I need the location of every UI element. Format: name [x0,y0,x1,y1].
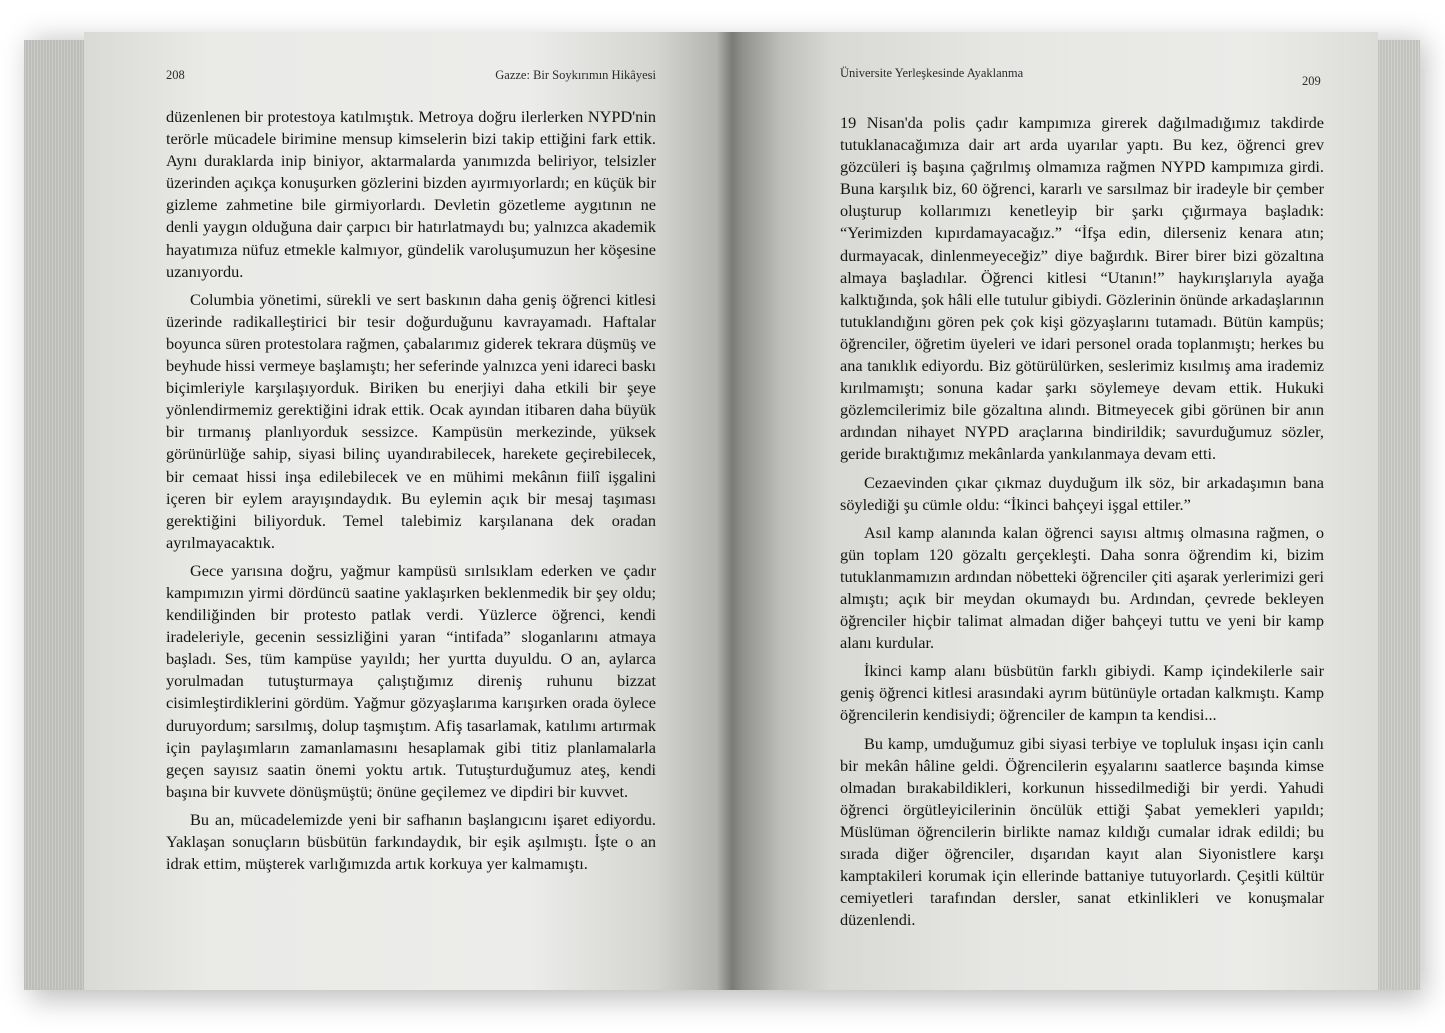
right-paragraph-2: Cezaevinden çıkar çıkmaz duyduğum ilk söz, bir arkadaşımın bana söylediği şu cümle oldu: “İkinci bahçeyi işgal ettiler.” [840,472,1324,514]
left-running-head: Gazze: Bir Soykırımın Hikâyesi [495,68,656,82]
left-paragraph-2: Columbia yönetimi, sürekli ve sert baskının daha geniş öğrenci kitlesi üzerinde radikalleştirici bir tesir doğurduğunu kavrayamadı. Haftalar boyunca süren protestolara rağmen, çabalarımız giderek tekrara düşmüş ve beyhude hissi vermeye başlamıştı; her seferinde yalnızca yeni idareci baskı biçimleriyle karşılaşıyorduk. Biriken bu enerjiyi daha etkili bir şeye yönlendirmemiz gerektiğini idrak ettik. Ocak ayından itibaren daha büyük bir tırmanış planlıyorduk sessizce. Kampüsün merkezinde, yüksek görünürlüğe sahip, siyasi bilinç uyandırabilecek, harekete geçirebilecek, bir cemaat hissi inşa edilebilecek ve en mühimi mekânın fiilî işgalini içeren bir eylem arayışındaydık. Bu eylemin açık bir mesaj taşıması gerektiğini biliyorduk. Temel talebimiz karşılanana dek oradan ayrılmayacaktık. [166,289,656,552]
right-paragraph-3: Asıl kamp alanında kalan öğrenci sayısı altmış olmasına rağmen, o gün toplam 120 gözaltı gerçekleşti. Daha sonra öğrendim ki, bizim tutuklanmamızın ardından nöbetteki öğrenciler çiti aşarak yerlerimizi geri almıştı; açık bir meydan okumaydı bu. Ardından, çevrede bekleyen öğrenciler hiçbir talimat almadan diğer bahçeyi tuttu ve yeni bir kamp alanı kurdular. [840,522,1324,653]
left-page-text [166,106,656,881]
right-page-number: 209 [1302,74,1321,88]
left-page-number: 208 [166,68,185,82]
right-paragraph-4: İkinci kamp alanı büsbütün farklı gibiydi. Kamp içindekilerle sair geniş öğrenci kitlesi arasındaki ayrım bütünüyle ortadan kalkmıştı. Kamp öğrencilerin kendisiydi; öğrenciler de kampın ta kendisi... [840,661,1324,725]
left-paragraph-3: Gece yarısına doğru, yağmur kampüsü sırılsıklam ederken ve çadır kampımızın yirmi dördüncü saatine yaklaşırken beklenmedik bir şey oldu; kendiliğinden bir protesto patlak verdi. Yüzlerce öğrenci, kendi iradeleriyle, gecenin sessizliğini yaran “intifada” sloganlarını atmaya başladı. Ses, tüm kampüse yayıldı; her yurtta duyuldu. O an, aylarca yorulmadan tutuşturmaya çalıştığımız direniş ruhunu bizzat cisimleştirdiklerini gördüm. Yağmur gözyaşlarıma karışırken orada öylece duruyordum; sarsılmış, dolup taşmıştım. Afiş tasarlamak, katılımı artırmak için paylaşımların zamanlamasını hesaplamak gibi titiz planlamalarla geçen sayısız saatin önemi yoktu artık. Tutuşturduğumuz ateş, kendi başına bir kuvvete dönüşmüştü; önüne geçilemez ve dipdiri bir kuvvet. [166,560,656,801]
left-paragraph-4: Bu an, mücadelemizde yeni bir safhanın başlangıcını işaret ediyordu. Yaklaşan sonuçların büsbütün farkındaydık, bir eşik aşılmıştı. İşte o an idrak ettim, müşterek varlığımızda artık korkuya yer kalmamıştı. [166,809,656,874]
left-paragraph-1: düzenlenen bir protestoya katılmıştık. Metroya doğru ilerlerken NYPD'nin terörle mücadele birimine mensup kimselerin bizi takip ettiğini fark ettik. Aynı duraklarda inip biniyor, aktarmalarda yanımızda beliriyor, telsizler üzerinden açıkça konuşurken gözlerini bizden ayırmıyorlardı; en küçük bir gizleme zahmetine bile girmiyorlardı. Devletin gözetleme aygıtının ne denli yaygın olduğuna dair çarpıcı bir hatırlatmaydı bu; yalnızca akademik hayatımıza nüfuz etmekle kalmıyor, gündelik varoluşumuzun her köşesine uzanıyordu. [166,107,656,281]
right-running-head: Üniversite Yerleşkesinde Ayaklanma [840,66,1024,80]
right-page-text [840,112,1324,937]
right-paragraph-1: 19 Nisan'da polis çadır kampımıza girerek dağılmadığımız takdirde tutuklanacağımıza dair art arda uyarılar yaptı. Bu kez, öğrenci grev gözcüleri iş başına çağrılmış olmamıza rağmen NYPD kampımıza girdi. Buna karşılık biz, 60 öğrenci, kararlı ve sarsılmaz bir iradeyle bir çember oluşturup kollarımızı kenetleyip bir şarkı çığırmaya başladık: “Yerimizden kıpırdamayacağız.” “İfşa edin, dilerseniz kenara atın; durmayacak, dinlenmeyeceğiz” diye bağırdık. Birer birer bizi gözaltına almaya başladılar. Öğrenci kitlesi “Utanın!” haykırışlarıyla ayağa kalktığında, şok hâli elle tutulur gibiydi. Gözlerinin önünde arkadaşlarının tutuklandığını gören pek çok kişi gözyaşlarını tutamadı. Bütün kampüs; öğrenciler, öğretim üyeleri ve idari personel orada toplanmıştı; herkes bu ana tanıklık ediyordu. Biz götürülürken, seslerimiz kısılmış ama irademiz kırılmamıştı; sonuna kadar şarkı söylemeye devam ettik. Hukuki gözlemcilerimiz bile gözaltına alındı. Bitmeyecek gibi görünen bir anın ardından nihayet NYPD araçlarına bindirildik; savurduğumuz sözler, geride bıraktığımız mekânlarda yankılanmaya devam etti. [840,113,1324,464]
right-page [742,32,1378,990]
right-paragraph-5: Bu kamp, umduğumuz gibi siyasi terbiye ve topluluk inşası için canlı bir mekân hâline geldi. Öğrencilerin eşyalarını saatlerce başında kimse olmadan bırakabildikleri, korkunun hissedilmediği bir yerdi. Yahudi öğrenci örgütleyicilerinin öncülük ettiği Şabat yemekleri yapıldı; Müslüman öğrencilerin birlikte namaz kıldığı cumalar idrak edildi; bu sırada diğer öğrenciler, dışarıdan kayıt alan Siyonistlere karşı kamptakileri korumak için ellerinde battaniye tutuyorlardı. Çeşitli kültür cemiyetleri tarafından dersler, sanat etkinlikleri ve konuşmalar düzenlendi. [840,733,1324,930]
left-page [84,32,720,990]
